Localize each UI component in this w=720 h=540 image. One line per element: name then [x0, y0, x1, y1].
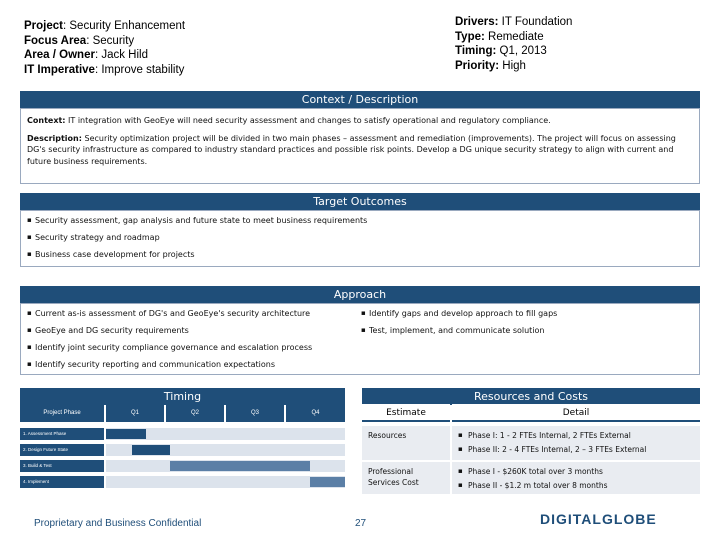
detail-cell [452, 462, 700, 494]
drivers-info [455, 15, 572, 73]
outcomes-title: Target Outcomes [20, 193, 700, 210]
approach-item: ▪ Test, implement, and communicate solution [361, 325, 691, 337]
outcome-item: ▪ Security assessment, gap analysis and future state to meet business requirements [27, 215, 693, 227]
drivers-line: Drivers: IT Foundation [455, 16, 573, 28]
outcome-item: ▪ Business case development for projects [27, 249, 693, 261]
detail-item: ▪ Phase II: 2 - 4 FTEs Internal, 2 – 3 FTEs External [458, 444, 694, 455]
description-paragraph: Description: Security optimization project will be divided in two main phases – assessment and remediation (improvements). The project will focus on assessing DG's security infrastructure as compared to industry standard practices and possible risk points. Develop a DG unique security strategy to align with current and future business requirements. [27, 133, 676, 166]
detail-item: ▪ Phase I: 1 - 2 FTEs Internal, 2 FTEs External [458, 430, 694, 441]
timing-grid [20, 404, 345, 519]
page-number: 27 [355, 518, 367, 529]
detail-item: ▪ Phase II - $1.2 m total over 8 months [458, 480, 694, 491]
timing-line: Timing: Q1, 2013 [455, 45, 547, 58]
digitalglobe-logo: DIGITALGLOBE [540, 511, 657, 527]
it-imperative-line: IT Imperative: Improve stability [24, 63, 185, 76]
estimate-header: Estimate [362, 404, 450, 422]
approach-item: ▪ Current as-is assessment of DG's and GeoEye's security architecture [27, 308, 367, 320]
approach-title: Approach [20, 286, 700, 303]
focus-area-line: Focus Area: Security [24, 34, 135, 47]
phase-row-label: 4. Implement [20, 476, 104, 488]
phase-row-label: 2. Design Future State [20, 444, 104, 456]
outcomes-box [20, 210, 700, 267]
quarter-header: Q1 [106, 404, 164, 422]
approach-box [20, 303, 700, 375]
outcome-item: ▪ Security strategy and roadmap [27, 232, 693, 244]
phase-row-label: 3. Build & Test [20, 460, 104, 472]
project-line: Project: Security Enhancement [24, 20, 186, 32]
phase-bar [132, 445, 170, 455]
quarter-header: Q4 [286, 404, 345, 422]
phase-header: Project Phase [20, 404, 104, 422]
estimate-cell: Professional Services Cost [362, 462, 450, 494]
approach-item: ▪ Identify joint security compliance governance and escalation process [27, 342, 367, 354]
approach-item: ▪ Identify gaps and develop approach to fill gaps [361, 308, 691, 320]
phase-row-label: 1. Assessment Phase [20, 428, 104, 440]
resources-title: Resources and Costs [362, 388, 700, 405]
phase-bar [170, 461, 310, 471]
context-box [20, 108, 700, 184]
quarter-header: Q3 [226, 404, 284, 422]
detail-cell [452, 426, 700, 460]
type-line: Type: Remediate [455, 30, 544, 43]
phase-bar [106, 429, 146, 439]
detail-header: Detail [452, 404, 700, 422]
estimate-cell: Resources [362, 426, 450, 460]
owner-line: Area / Owner: Jack Hild [24, 49, 148, 62]
phase-bar [310, 477, 345, 487]
detail-item: ▪ Phase I - $260K total over 3 months [458, 466, 694, 477]
project-info [24, 19, 185, 77]
context-title: Context / Description [20, 91, 700, 108]
confidential-notice: Proprietary and Business Confidential [34, 518, 202, 529]
quarter-header: Q2 [166, 404, 224, 422]
approach-item: ▪ GeoEye and DG security requirements [27, 325, 367, 337]
priority-line: Priority: High [455, 59, 526, 72]
context-paragraph: Context: IT integration with GeoEye will need security assessment and changes to satisfy operational and regulatory compliance. [27, 116, 551, 125]
timing-title: Timing [20, 388, 345, 405]
approach-item: ▪ Identify security reporting and communication expectations [27, 359, 367, 371]
